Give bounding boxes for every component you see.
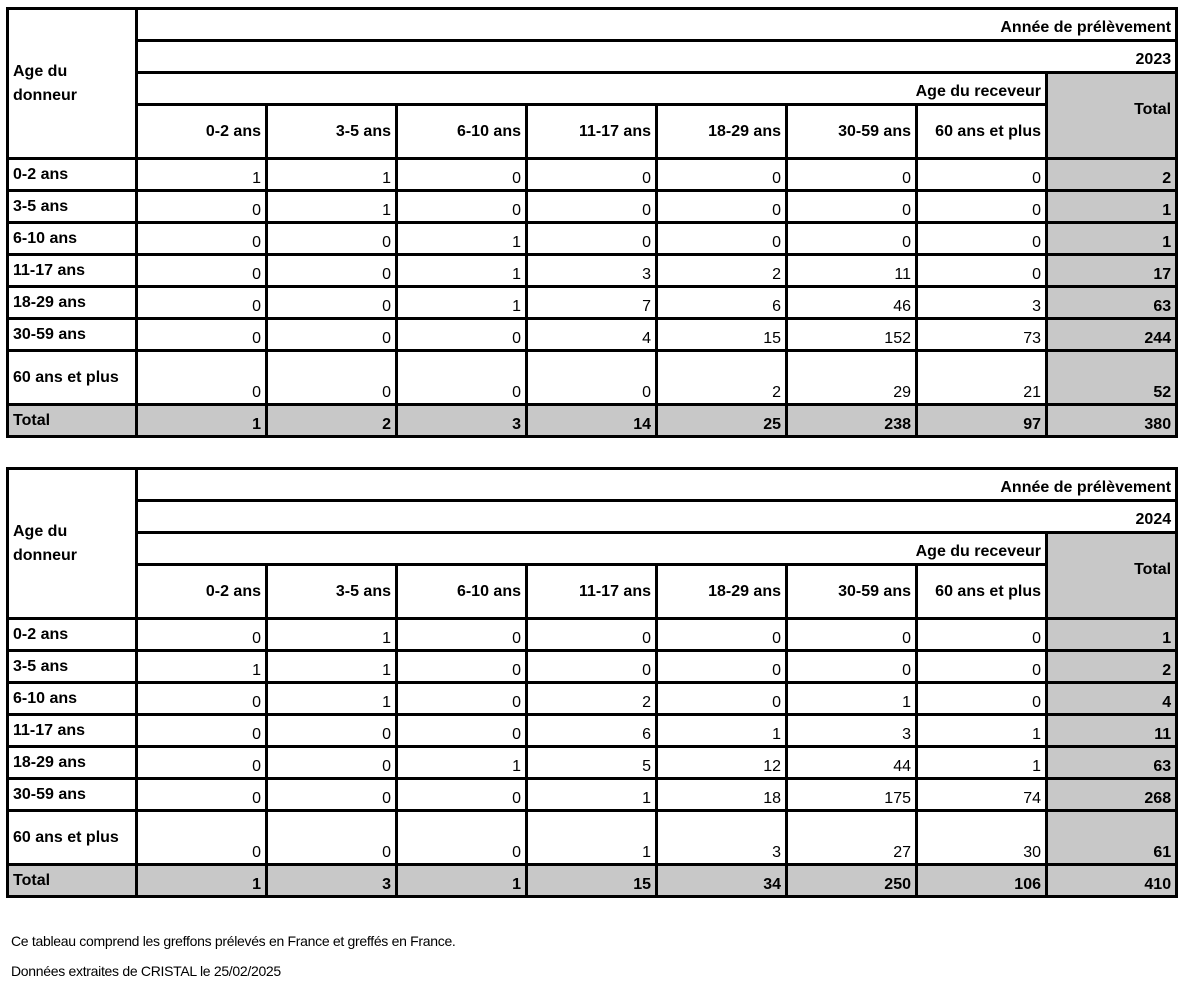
data-cell: 0 (137, 255, 267, 287)
data-cell: 0 (657, 191, 787, 223)
row-label: 3-5 ans (8, 191, 137, 223)
row-total-cell: 63 (1047, 747, 1177, 779)
data-cell: 1 (917, 715, 1047, 747)
data-cell: 1 (397, 747, 527, 779)
data-cell: 1 (267, 619, 397, 651)
column-header: 6-10 ans (397, 565, 527, 619)
data-cell: 0 (137, 191, 267, 223)
cross-table-2023 (6, 7, 1178, 438)
row-label: 60 ans et plus (8, 811, 137, 865)
data-cell: 0 (137, 747, 267, 779)
row-total-cell: 11 (1047, 715, 1177, 747)
totals-row (8, 405, 1177, 437)
data-cell: 0 (267, 255, 397, 287)
data-cell: 1 (527, 779, 657, 811)
row-header-corner: Age du donneur (8, 9, 137, 159)
row-label: 18-29 ans (8, 287, 137, 319)
table-row (8, 747, 1177, 779)
column-header: 3-5 ans (267, 565, 397, 619)
data-cell: 0 (137, 351, 267, 405)
data-cell: 0 (397, 351, 527, 405)
column-header: 6-10 ans (397, 105, 527, 159)
data-cell: 0 (267, 715, 397, 747)
data-cell: 0 (527, 619, 657, 651)
data-cell: 0 (397, 779, 527, 811)
data-cell: 2 (527, 683, 657, 715)
totals-row-label: Total (8, 405, 137, 437)
data-cell: 0 (527, 351, 657, 405)
data-cell: 1 (267, 683, 397, 715)
table-row (8, 287, 1177, 319)
recipient-age-label: Age du receveur (137, 73, 1047, 105)
data-cell: 11 (787, 255, 917, 287)
data-cell: 0 (137, 811, 267, 865)
data-cell: 1 (137, 159, 267, 191)
row-header-corner: Age du donneur (8, 469, 137, 619)
column-total-cell: 1 (137, 865, 267, 897)
data-cell: 0 (917, 651, 1047, 683)
data-cell: 0 (397, 715, 527, 747)
year-label: Année de prélèvement (137, 469, 1177, 501)
data-cell: 3 (657, 811, 787, 865)
column-total-cell: 106 (917, 865, 1047, 897)
totals-row (8, 865, 1177, 897)
row-total-cell: 61 (1047, 811, 1177, 865)
column-total-cell: 14 (527, 405, 657, 437)
cross-table-2024 (6, 467, 1178, 898)
column-total-cell: 238 (787, 405, 917, 437)
row-total-cell: 244 (1047, 319, 1177, 351)
totals-row-label: Total (8, 865, 137, 897)
data-cell: 74 (917, 779, 1047, 811)
row-label: 60 ans et plus (8, 351, 137, 405)
data-cell: 1 (137, 651, 267, 683)
row-total-cell: 1 (1047, 191, 1177, 223)
data-cell: 5 (527, 747, 657, 779)
row-total-cell: 2 (1047, 159, 1177, 191)
grand-total-cell: 410 (1047, 865, 1177, 897)
row-label: 3-5 ans (8, 651, 137, 683)
column-header: 11-17 ans (527, 565, 657, 619)
data-cell: 3 (787, 715, 917, 747)
data-cell: 1 (267, 651, 397, 683)
table-row (8, 779, 1177, 811)
data-cell: 2 (657, 351, 787, 405)
data-cell: 0 (267, 287, 397, 319)
total-column-header: Total (1047, 73, 1177, 159)
data-cell: 1 (267, 159, 397, 191)
data-cell: 6 (527, 715, 657, 747)
data-cell: 4 (527, 319, 657, 351)
row-total-cell: 52 (1047, 351, 1177, 405)
column-total-cell: 25 (657, 405, 787, 437)
table-row (8, 191, 1177, 223)
data-cell: 175 (787, 779, 917, 811)
data-cell: 0 (137, 683, 267, 715)
data-cell: 0 (917, 255, 1047, 287)
data-cell: 0 (267, 779, 397, 811)
data-cell: 0 (397, 811, 527, 865)
column-total-cell: 1 (137, 405, 267, 437)
data-cell: 2 (657, 255, 787, 287)
row-total-cell: 4 (1047, 683, 1177, 715)
data-cell: 0 (267, 747, 397, 779)
data-cell: 3 (917, 287, 1047, 319)
data-cell: 0 (657, 223, 787, 255)
table-row (8, 683, 1177, 715)
data-cell: 44 (787, 747, 917, 779)
column-header: 18-29 ans (657, 105, 787, 159)
row-label: 0-2 ans (8, 159, 137, 191)
table-row (8, 319, 1177, 351)
column-header: 60 ans et plus (917, 565, 1047, 619)
table-row (8, 255, 1177, 287)
data-cell: 0 (657, 683, 787, 715)
year-value: 2024 (137, 501, 1177, 533)
table-row (8, 651, 1177, 683)
column-total-cell: 1 (397, 865, 527, 897)
data-cell: 1 (657, 715, 787, 747)
data-cell: 0 (267, 811, 397, 865)
data-cell: 0 (917, 159, 1047, 191)
data-cell: 0 (397, 159, 527, 191)
total-column-header: Total (1047, 533, 1177, 619)
column-total-cell: 15 (527, 865, 657, 897)
row-label: 6-10 ans (8, 223, 137, 255)
data-cell: 0 (527, 191, 657, 223)
data-cell: 30 (917, 811, 1047, 865)
recipient-age-label: Age du receveur (137, 533, 1047, 565)
data-cell: 0 (267, 223, 397, 255)
data-cell: 0 (787, 191, 917, 223)
data-cell: 29 (787, 351, 917, 405)
data-cell: 0 (137, 287, 267, 319)
data-cell: 1 (267, 191, 397, 223)
row-total-cell: 2 (1047, 651, 1177, 683)
data-cell: 6 (657, 287, 787, 319)
year-label: Année de prélèvement (137, 9, 1177, 41)
column-header: 3-5 ans (267, 105, 397, 159)
column-total-cell: 3 (267, 865, 397, 897)
data-cell: 0 (137, 223, 267, 255)
data-cell: 46 (787, 287, 917, 319)
data-cell: 0 (917, 191, 1047, 223)
data-cell: 1 (917, 747, 1047, 779)
data-cell: 0 (917, 619, 1047, 651)
row-total-cell: 63 (1047, 287, 1177, 319)
column-total-cell: 2 (267, 405, 397, 437)
table-row (8, 619, 1177, 651)
column-header: 11-17 ans (527, 105, 657, 159)
data-cell: 0 (137, 715, 267, 747)
data-cell: 1 (787, 683, 917, 715)
table-row (8, 811, 1177, 865)
column-total-cell: 3 (397, 405, 527, 437)
column-total-cell: 34 (657, 865, 787, 897)
footnote-scope: Ce tableau comprend les greffons prélevés en France et greffés en France. (11, 933, 456, 949)
data-cell: 0 (787, 159, 917, 191)
data-cell: 0 (657, 619, 787, 651)
data-cell: 27 (787, 811, 917, 865)
row-total-cell: 1 (1047, 223, 1177, 255)
column-header: 18-29 ans (657, 565, 787, 619)
data-cell: 0 (137, 319, 267, 351)
row-label: 11-17 ans (8, 715, 137, 747)
table-row (8, 159, 1177, 191)
row-total-cell: 1 (1047, 619, 1177, 651)
row-label: 18-29 ans (8, 747, 137, 779)
data-cell: 15 (657, 319, 787, 351)
data-cell: 0 (657, 651, 787, 683)
data-cell: 152 (787, 319, 917, 351)
data-cell: 0 (267, 351, 397, 405)
row-label: 30-59 ans (8, 779, 137, 811)
data-cell: 0 (657, 159, 787, 191)
data-cell: 0 (917, 683, 1047, 715)
data-cell: 7 (527, 287, 657, 319)
data-cell: 0 (267, 319, 397, 351)
row-label: 11-17 ans (8, 255, 137, 287)
data-cell: 1 (397, 255, 527, 287)
data-cell: 0 (527, 159, 657, 191)
table-row (8, 715, 1177, 747)
table-row (8, 223, 1177, 255)
data-cell: 73 (917, 319, 1047, 351)
data-cell: 1 (397, 223, 527, 255)
data-cell: 0 (787, 651, 917, 683)
row-label: 0-2 ans (8, 619, 137, 651)
footnote-source: Données extraites de CRISTAL le 25/02/2025 (11, 963, 281, 979)
data-cell: 0 (137, 779, 267, 811)
grand-total-cell: 380 (1047, 405, 1177, 437)
column-header: 30-59 ans (787, 105, 917, 159)
data-cell: 0 (397, 191, 527, 223)
data-cell: 18 (657, 779, 787, 811)
data-cell: 0 (397, 651, 527, 683)
column-total-cell: 97 (917, 405, 1047, 437)
data-cell: 21 (917, 351, 1047, 405)
data-cell: 0 (397, 619, 527, 651)
data-cell: 0 (527, 223, 657, 255)
data-cell: 12 (657, 747, 787, 779)
row-label: 30-59 ans (8, 319, 137, 351)
data-cell: 0 (397, 319, 527, 351)
table-row (8, 351, 1177, 405)
data-cell: 0 (787, 619, 917, 651)
column-header: 0-2 ans (137, 565, 267, 619)
row-total-cell: 268 (1047, 779, 1177, 811)
data-cell: 3 (527, 255, 657, 287)
data-cell: 0 (787, 223, 917, 255)
column-header: 30-59 ans (787, 565, 917, 619)
data-cell: 0 (137, 619, 267, 651)
row-total-cell: 17 (1047, 255, 1177, 287)
column-total-cell: 250 (787, 865, 917, 897)
column-header: 60 ans et plus (917, 105, 1047, 159)
data-cell: 0 (397, 683, 527, 715)
data-cell: 0 (527, 651, 657, 683)
data-cell: 0 (917, 223, 1047, 255)
column-header: 0-2 ans (137, 105, 267, 159)
year-value: 2023 (137, 41, 1177, 73)
data-cell: 1 (397, 287, 527, 319)
row-label: 6-10 ans (8, 683, 137, 715)
data-cell: 1 (527, 811, 657, 865)
